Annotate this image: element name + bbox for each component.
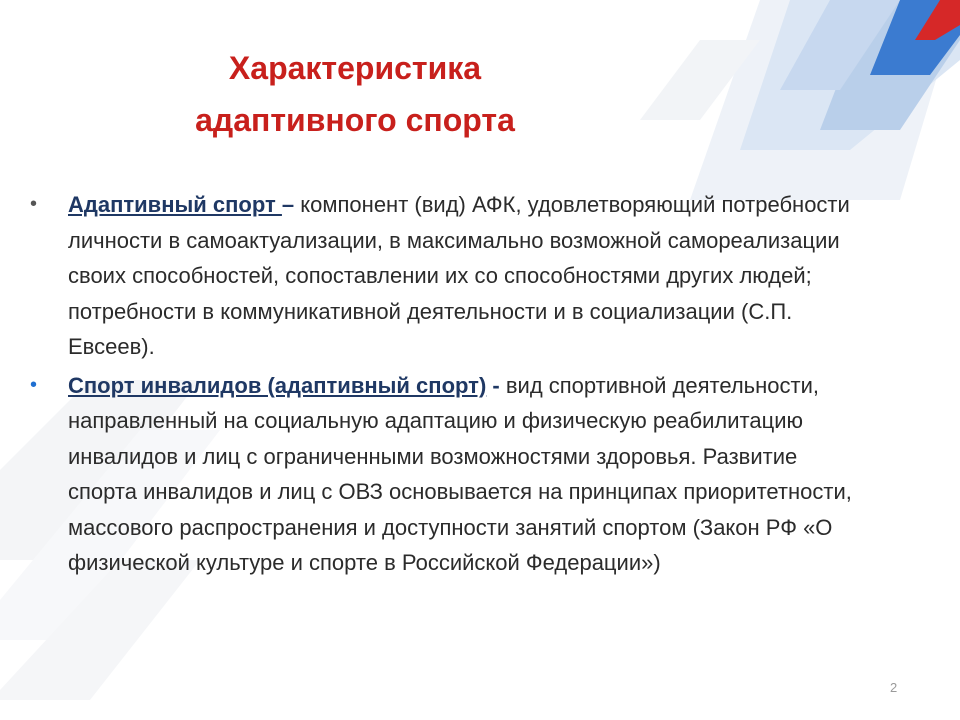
bullet-text: компонент (вид) АФК, удовлетворяющий потребности личности в самоактуализации, в максимально возможной самореализации своих способностей, сопоставлении их со способностями других людей; потребности в коммуникативной деятельности и в социализации (С.П. Евсеев). xyxy=(68,192,850,359)
bullet-item xyxy=(30,368,858,581)
bullet-term: Адаптивный спорт xyxy=(68,192,282,217)
title-line-2: адаптивного спорта xyxy=(195,102,515,138)
bullet-text: вид спортивной деятельности, направленный на социальную адаптацию и физическую реабилитацию инвалидов и лиц с ограниченными возможностями здоровья. Развитие спорта инвалидов и лиц с ОВЗ основывается на принципах приоритетности, массового распространения и доступности занятий спортом (Закон РФ «О физической культуре и спорте в Российской Федерации») xyxy=(68,372,852,575)
bullet-icon: • xyxy=(30,373,38,396)
slide-title xyxy=(130,42,580,146)
bullet-separator: - xyxy=(486,372,500,398)
bullet-term: Спорт инвалидов (адаптивный спорт) xyxy=(68,372,487,398)
title-line-1: Характеристика xyxy=(228,50,482,86)
page-number: 2 xyxy=(890,680,898,695)
bullet-separator: – xyxy=(281,192,295,217)
bullet-list xyxy=(30,187,858,581)
bullet-item xyxy=(30,187,858,365)
bullet-icon: • xyxy=(30,193,38,215)
